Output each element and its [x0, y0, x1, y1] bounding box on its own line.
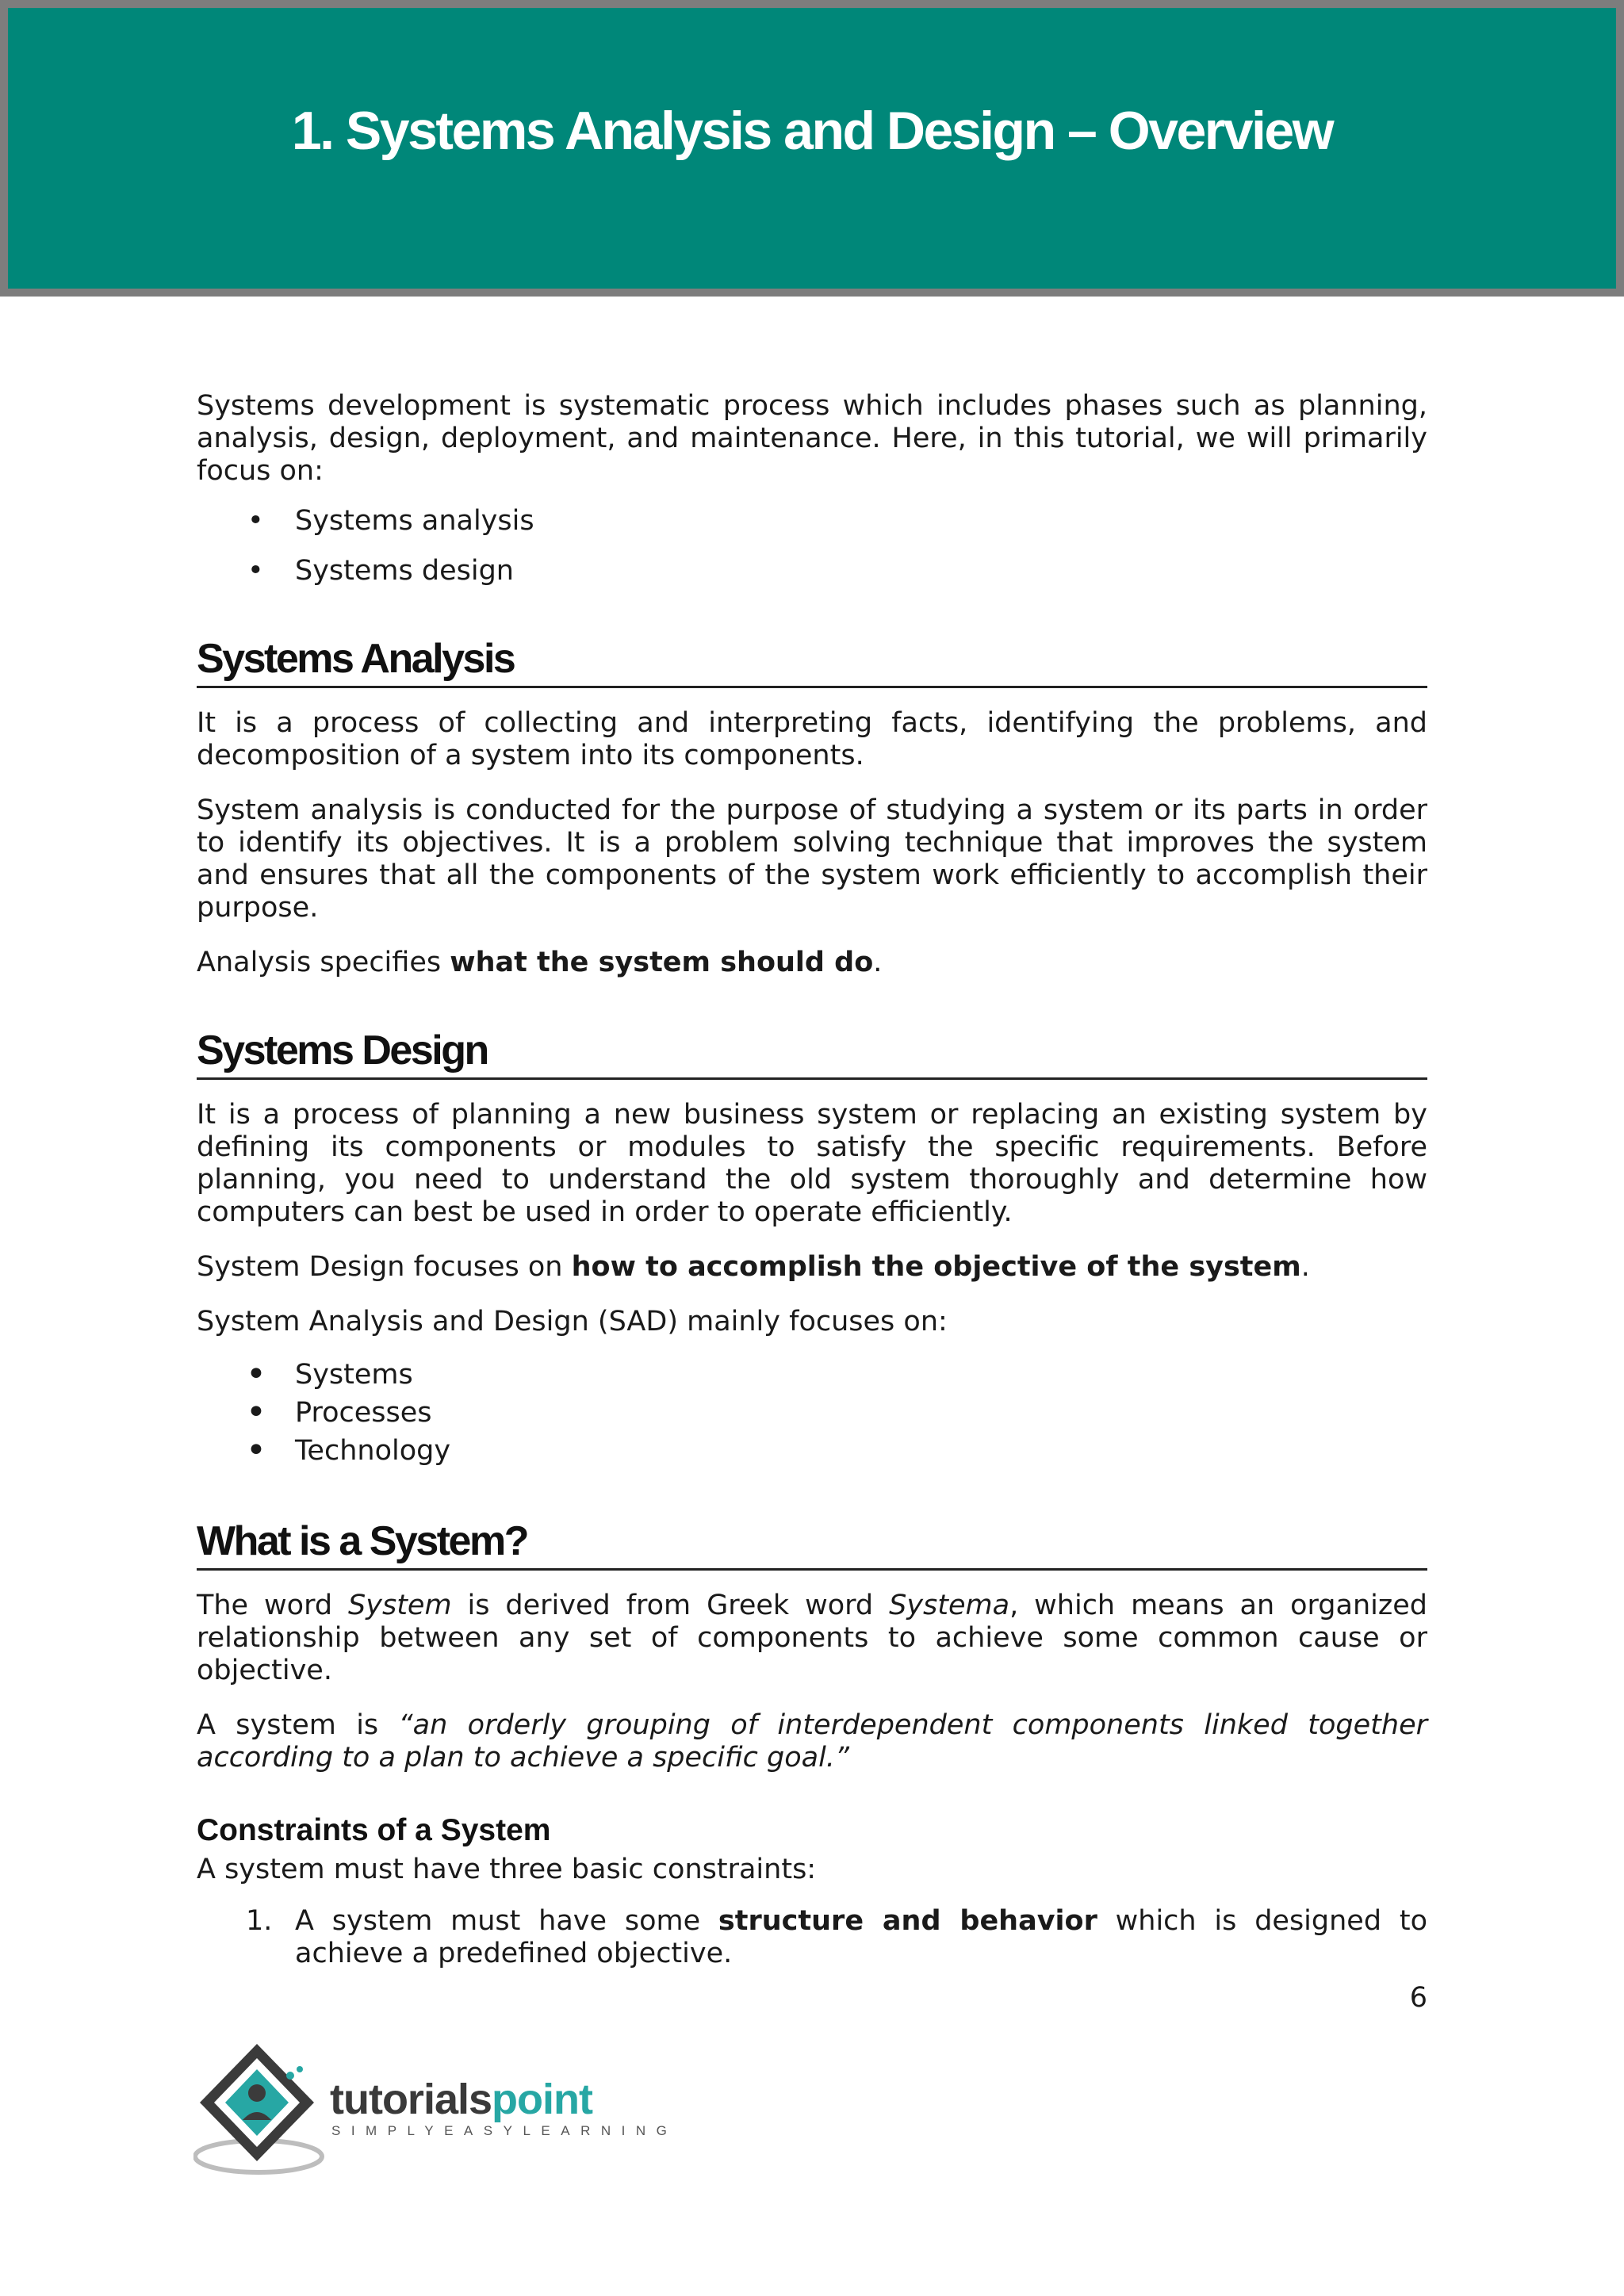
design-paragraph-2: System Design focuses on how to accomplish the objective of the system. [197, 1251, 1310, 1283]
sad-focus-list [197, 1356, 1427, 1470]
chapter-banner [0, 0, 1624, 297]
page-content [197, 390, 1427, 1970]
system-paragraph-1: The word System is derived from Greek word Systema, which means an organized relationship between any set of components to achieve some common cause or objective. [197, 1590, 1427, 1686]
logo-tagline: SIMPLYEASYLEARNING [331, 2123, 678, 2138]
design-paragraph-1: It is a process of planning a new business system or replacing an existing system by defining its components or modules to satisfy the specific requirements. Before planning, you need to understand the old system thoroughly and determine how computers can best be used in order to operate efficiently. [197, 1099, 1427, 1228]
system-paragraph-2: A system is “an orderly grouping of interdependent components linked together according to a plan to achieve a specific goal.” [197, 1709, 1427, 1774]
page-number: 6 [1409, 1982, 1427, 2014]
bullet-icon: • [246, 1392, 266, 1433]
bullet-icon: • [247, 555, 264, 587]
logo-wordmark: tutorialspoint [330, 2076, 592, 2123]
list-item: • Systems analysis [247, 505, 534, 537]
intro-paragraph: Systems development is systematic process which includes phases such as planning, analysis, design, deployment, and maintenance. Here, in this tutorial, we will primarily focus on: [197, 390, 1427, 487]
list-item: 1. A system must have some structure and behavior which is designed to achieve a predefined objective. [246, 1905, 1427, 1969]
focus-list [197, 505, 1427, 587]
tutorialspoint-logo [193, 2038, 678, 2180]
list-item: • Processes [246, 1392, 432, 1433]
section-heading-what-is-a-system: What is a System? [197, 1517, 1427, 1571]
analysis-paragraph-1: It is a process of collecting and interpreting facts, identifying the problems, and decomposition of a system into its components. [197, 707, 1427, 771]
section-heading-systems-analysis: Systems Analysis [197, 635, 1427, 688]
logo-mark-icon [193, 2038, 344, 2180]
bullet-icon: • [246, 1354, 266, 1395]
chapter-title: 1. Systems Analysis and Design – Overview [291, 101, 1333, 161]
constraints-list [197, 1905, 1427, 1970]
list-item: • Systems [246, 1354, 413, 1395]
analysis-paragraph-2: System analysis is conducted for the purpose of studying a system or its parts in order to identify its objectives. It is a problem solving technique that improves the system and ensures that all the components of the system work efficiently to accomplish their purpose. [197, 794, 1427, 924]
bullet-icon: • [246, 1430, 266, 1471]
analysis-paragraph-3: Analysis specifies what the system should do. [197, 947, 883, 978]
list-item: • Systems design [247, 555, 514, 587]
constraints-intro: A system must have three basic constraints: [197, 1854, 817, 1885]
bullet-icon: • [247, 505, 264, 537]
list-item: • Technology [246, 1430, 451, 1471]
section-heading-systems-design: Systems Design [197, 1027, 1427, 1080]
subheading-constraints: Constraints of a System [197, 1813, 551, 1847]
design-paragraph-3: System Analysis and Design (SAD) mainly focuses on: [197, 1306, 948, 1337]
